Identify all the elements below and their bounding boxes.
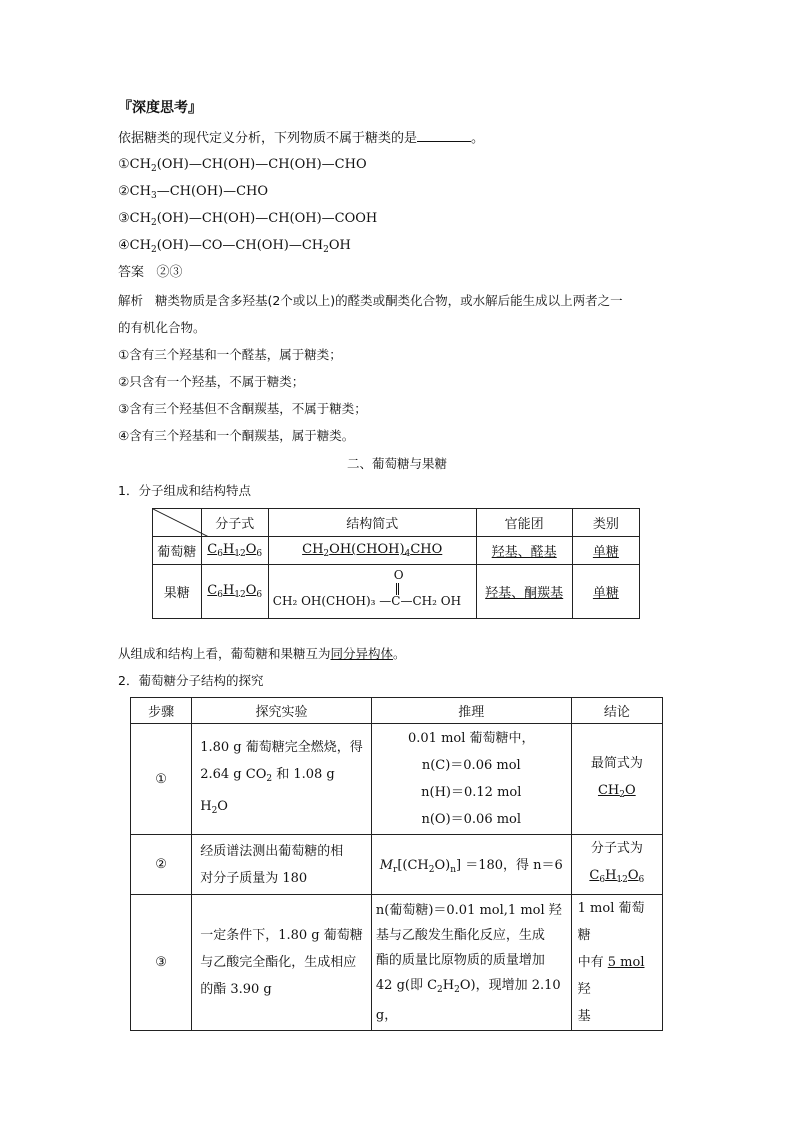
reasoning-cell: 0.01 mol 葡萄糖中， n(C)＝0.06 mol n(H)＝0.12 mol n(O)＝0.06 mol: [371, 724, 571, 835]
header-conclusion: 结论: [571, 698, 662, 724]
conclusion-cell: 分子式为 $C_6H_{12}O_6$: [571, 835, 662, 895]
diagonal-line-icon: [153, 509, 209, 537]
header-experiment: 探究实验: [192, 698, 372, 724]
isomer-statement: 从组成和结构上看，葡萄糖和果糖互为同分异构体。: [118, 646, 406, 661]
conclusion-cell: 最简式为 $CH_2O$: [571, 724, 662, 835]
answer-blank: [417, 127, 471, 142]
experiment-cell: 1.80 g 葡萄糖完全燃烧，得 2.64 g $CO_2$ 和 1.08 g $H_2O$: [192, 724, 372, 835]
header-structure: 结构简式: [268, 509, 476, 537]
analysis-item-2: ②只含有一个羟基，不属于糖类；: [118, 374, 305, 389]
option-3: $③CH_2(OH)—CH(OH)—CH(OH)—COOH$: [118, 211, 378, 228]
experiment-cell: 经质谱法测出葡萄糖的相 对分子质量为 180: [192, 835, 372, 895]
step-number: ③: [131, 895, 192, 1031]
option-4: $④CH_2(OH)—CO—CH(OH)—CH_2OH$: [118, 238, 351, 255]
row-group: 羟基、酮羰基: [476, 565, 572, 619]
table-row: [131, 724, 663, 835]
section-label: 『深度思考』: [118, 100, 202, 116]
analysis-item-1: ①含有三个羟基和一个醛基，属于糖类；: [118, 347, 342, 362]
diagonal-header-cell: [153, 509, 202, 537]
table-row: [153, 537, 640, 565]
row-formula: $C_6H_{12}O_6$: [201, 537, 268, 565]
structure-table: [152, 508, 640, 619]
row-structure: $CH_2OH(CHOH)_4CHO$: [268, 537, 476, 565]
option-1: $①CH_2(OH)—CH(OH)—CH(OH)—CHO$: [118, 157, 367, 174]
answer-value: ②③: [156, 265, 183, 280]
row-formula: $C_6H_{12}O_6$: [201, 565, 268, 619]
carbonyl-oxygen: O: [393, 567, 404, 582]
experiment-cell: 一定条件下，1.80 g 葡萄糖 与乙酸完全酯化，生成相应 的酯 3.90 g: [192, 895, 372, 1031]
table-row: [131, 895, 663, 1031]
answer-line: [118, 263, 182, 283]
reasoning-cell: $M_r[(CH_2O)_n] =180$，得 n＝6: [371, 835, 571, 895]
question-text: [118, 127, 484, 149]
row-name: 果糖: [153, 565, 202, 619]
reasoning-cell: n(葡萄糖)＝0.01 mol,1 mol 羟 基与乙酸发生酯化反应，生成 酯的质量比原物质的质量增加 42 g(即 $C_2H_2O$)，现增加 2.10 g，: [371, 895, 571, 1031]
header-reasoning: 推理: [371, 698, 571, 724]
subsection-2-title: 2．葡萄糖分子结构的探究: [118, 673, 264, 688]
answer-label: 答案: [118, 265, 145, 280]
row-group: 羟基、醛基: [476, 537, 572, 565]
fructose-structure: CH₂ OH(CHOH)₃ —C—CH₂ OH: [272, 593, 462, 608]
section-title: 二、葡萄糖与果糖: [346, 456, 447, 471]
header-class: 类别: [572, 509, 639, 537]
step-number: ②: [131, 835, 192, 895]
analysis-line-2: 的有机化合物。: [118, 320, 206, 335]
analysis-line-1: 解析 糖类物质是含多羟基(2个或以上)的醛类或酮类化合物，或水解后能生成以上两者之一: [118, 293, 623, 308]
row-structure-ketone: [268, 565, 476, 619]
question-end: 。: [471, 131, 485, 146]
row-name: 葡萄糖: [153, 537, 202, 565]
option-2: $②CH_3—CH(OH)—CHO$: [118, 184, 269, 201]
table-row: [131, 835, 663, 895]
analysis-item-4: ④含有三个羟基和一个酮羰基，属于糖类。: [118, 428, 355, 443]
header-step: 步骤: [131, 698, 192, 724]
subsection-1-title: 1．分子组成和结构特点: [118, 483, 251, 498]
table-row: [153, 565, 640, 619]
analysis-item-3: ③含有三个羟基但不含酮羰基，不属于糖类；: [118, 401, 367, 416]
question-stem: 依据糖类的现代定义分析，下列物质不属于糖类的是: [118, 131, 418, 146]
row-class: 单糖: [572, 565, 639, 619]
header-group: 官能团: [476, 509, 572, 537]
row-class: 单糖: [572, 537, 639, 565]
header-formula: 分子式: [201, 509, 268, 537]
experiment-table: [130, 697, 663, 1031]
step-number: ①: [131, 724, 192, 835]
conclusion-cell: 1 mol 葡萄糖 中有 5 mol羟 基: [571, 895, 662, 1031]
